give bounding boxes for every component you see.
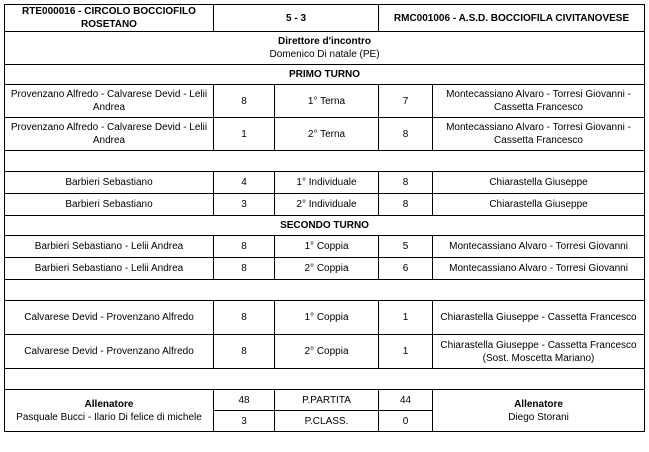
home-coach-label: Allenatore <box>84 398 134 410</box>
home-score: 8 <box>214 335 275 369</box>
match-row <box>5 258 645 280</box>
away-players: Montecassiano Alvaro - Torresi Giovanni <box>433 236 645 258</box>
home-coach-cell <box>5 390 214 432</box>
away-players: Montecassiano Alvaro - Torresi Giovanni - Cassetta Francesco <box>433 85 645 118</box>
spacer-row <box>5 280 645 301</box>
class-away-points: 0 <box>379 411 433 432</box>
home-score: 8 <box>214 85 275 118</box>
director-row <box>5 32 645 65</box>
spacer-row <box>5 369 645 390</box>
away-coach-cell <box>433 390 645 432</box>
final-score: 5 - 3 <box>214 5 379 32</box>
away-coach-name: Diego Storani <box>508 411 569 423</box>
home-score: 8 <box>214 258 275 280</box>
director-name: Domenico Di natale (PE) <box>269 49 380 60</box>
match-row <box>5 118 645 151</box>
game-type: 1° Individuale <box>275 172 379 194</box>
match-row <box>5 335 645 369</box>
away-score: 8 <box>379 118 433 151</box>
home-players: Barbieri Sebastiano - Lelii Andrea <box>5 236 214 258</box>
home-coach-name: Pasquale Bucci - Ilario Di felice di michele <box>16 411 202 423</box>
match-row <box>5 194 645 216</box>
director-cell <box>5 32 645 65</box>
away-players: Chiarastella Giuseppe <box>433 172 645 194</box>
home-players: Provenzano Alfredo - Calvarese Devid - Lelii Andrea <box>5 118 214 151</box>
home-score: 8 <box>214 301 275 335</box>
game-type: 2° Terna <box>275 118 379 151</box>
match-report-table <box>4 4 645 432</box>
match-row <box>5 172 645 194</box>
home-players: Barbieri Sebastiano <box>5 194 214 216</box>
director-label: Direttore d'incontro <box>278 36 371 47</box>
partita-away-points: 44 <box>379 390 433 411</box>
home-players: Barbieri Sebastiano - Lelii Andrea <box>5 258 214 280</box>
game-type: 2° Coppia <box>275 258 379 280</box>
partita-home-points: 48 <box>214 390 275 411</box>
away-score: 7 <box>379 85 433 118</box>
away-players: Montecassiano Alvaro - Torresi Giovanni <box>433 258 645 280</box>
match-row <box>5 301 645 335</box>
round-title-first: PRIMO TURNO <box>5 65 645 85</box>
game-type: 2° Individuale <box>275 194 379 216</box>
home-score: 4 <box>214 172 275 194</box>
home-players: Provenzano Alfredo - Calvarese Devid - Lelii Andrea <box>5 85 214 118</box>
away-players: Chiarastella Giuseppe - Cassetta Francesco <box>433 301 645 335</box>
round-row <box>5 216 645 236</box>
home-players: Calvarese Devid - Provenzano Alfredo <box>5 335 214 369</box>
home-score: 1 <box>214 118 275 151</box>
round-title-second: SECONDO TURNO <box>5 216 645 236</box>
away-players: Chiarastella Giuseppe <box>433 194 645 216</box>
away-players: Chiarastella Giuseppe - Cassetta Francesco (Sost. Moscetta Mariano) <box>433 335 645 369</box>
class-home-points: 3 <box>214 411 275 432</box>
match-row <box>5 85 645 118</box>
away-players: Montecassiano Alvaro - Torresi Giovanni - Cassetta Francesco <box>433 118 645 151</box>
home-players: Calvarese Devid - Provenzano Alfredo <box>5 301 214 335</box>
away-score: 6 <box>379 258 433 280</box>
game-type: 1° Coppia <box>275 301 379 335</box>
away-score: 8 <box>379 172 433 194</box>
header-row <box>5 5 645 32</box>
home-score: 8 <box>214 236 275 258</box>
home-score: 3 <box>214 194 275 216</box>
match-row <box>5 236 645 258</box>
away-score: 1 <box>379 335 433 369</box>
away-score: 1 <box>379 301 433 335</box>
away-score: 8 <box>379 194 433 216</box>
game-type: 2° Coppia <box>275 335 379 369</box>
game-type: 1° Coppia <box>275 236 379 258</box>
class-label: P.CLASS. <box>275 411 379 432</box>
away-coach-label: Allenatore <box>514 398 563 410</box>
spacer-row <box>5 151 645 172</box>
match-report-sheet <box>4 4 645 432</box>
partita-label: P.PARTITA <box>275 390 379 411</box>
game-type: 1° Terna <box>275 85 379 118</box>
home-players: Barbieri Sebastiano <box>5 172 214 194</box>
round-row <box>5 65 645 85</box>
away-score: 5 <box>379 236 433 258</box>
away-team-name: RMC001006 - A.S.D. BOCCIOFILA CIVITANOVESE <box>379 5 645 32</box>
home-team-name: RTE000016 - CIRCOLO BOCCIOFILO ROSETANO <box>5 5 214 32</box>
footer-row-partita <box>5 390 645 411</box>
